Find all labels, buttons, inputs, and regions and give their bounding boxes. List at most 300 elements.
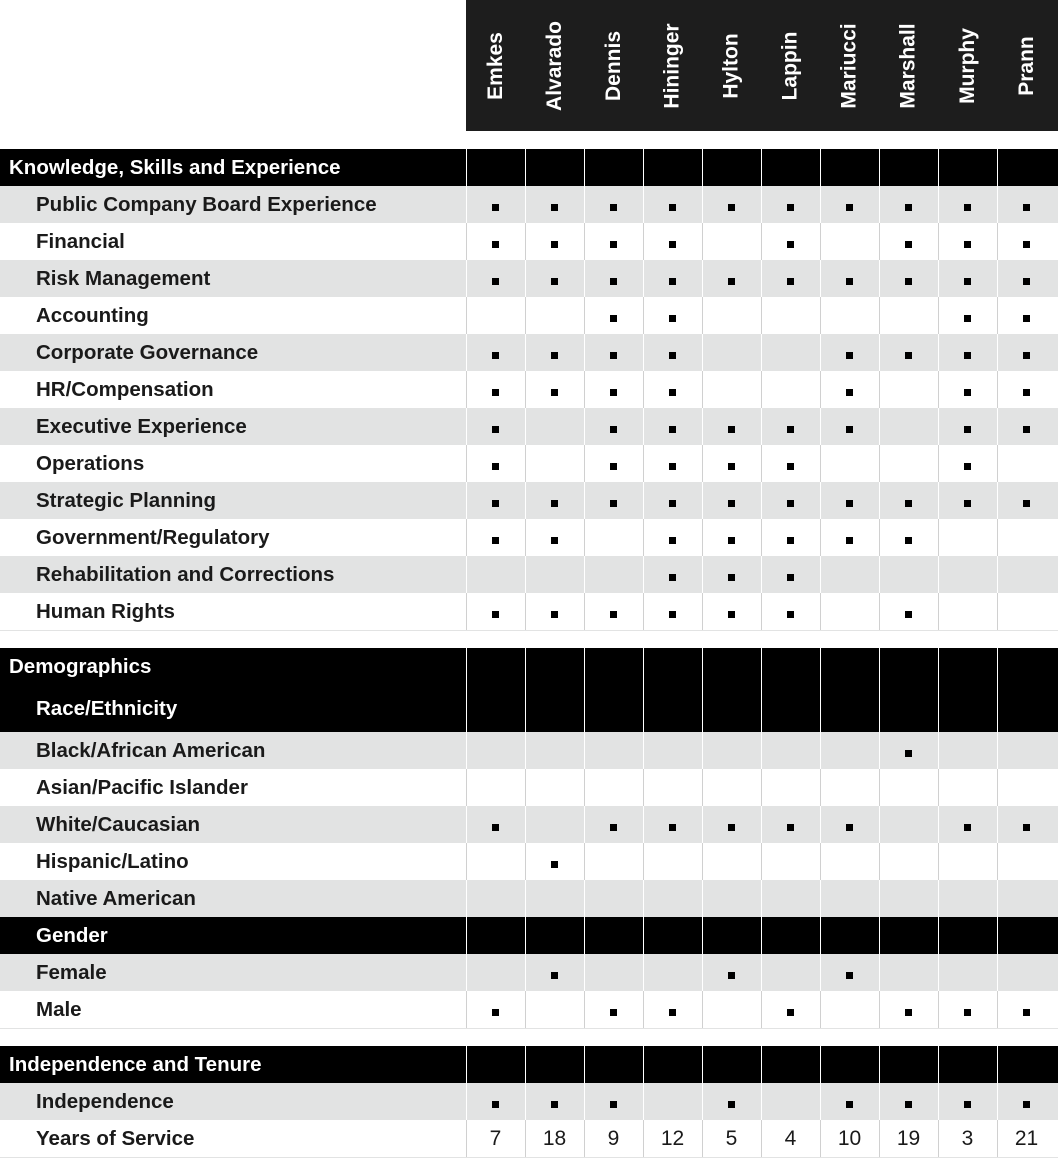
- checkmark-square-icon: [492, 463, 499, 470]
- cell-alvarado: [525, 1120, 583, 1157]
- checkmark-square-icon: [728, 1101, 735, 1108]
- cell-murphy: [938, 917, 996, 954]
- row-label: Government/Regulatory: [36, 525, 270, 549]
- cell-hininger: [643, 1083, 701, 1120]
- checkmark-square-icon: [492, 1009, 499, 1016]
- checkmark-square-icon: [905, 750, 912, 757]
- row-label: Executive Experience: [36, 414, 247, 438]
- row-label: Female: [36, 960, 107, 984]
- cell-emkes: [466, 648, 524, 685]
- row-label: Rehabilitation and Corrections: [36, 562, 335, 586]
- checkmark-square-icon: [905, 537, 912, 544]
- checkmark-square-icon: [610, 352, 617, 359]
- cell-hininger: [643, 408, 701, 445]
- cell-dennis: [584, 685, 642, 732]
- checkmark-square-icon: [728, 463, 735, 470]
- cell-hylton: [702, 843, 760, 880]
- cell-alvarado: [525, 880, 583, 917]
- cell-alvarado: [525, 732, 583, 769]
- cell-hylton: [702, 880, 760, 917]
- cell-alvarado: [525, 1083, 583, 1120]
- years-of-service-value: 21: [1014, 1126, 1039, 1150]
- cell-mariucci: [820, 843, 878, 880]
- cell-dennis: [584, 880, 642, 917]
- checkmark-square-icon: [905, 278, 912, 285]
- row-hr-compensation: [0, 371, 1058, 409]
- cell-mariucci: [820, 1046, 878, 1083]
- section-title: Demographics: [9, 654, 152, 678]
- checkmark-square-icon: [846, 972, 853, 979]
- cell-emkes: [466, 991, 524, 1028]
- checkmark-square-icon: [964, 463, 971, 470]
- cell-dennis: [584, 732, 642, 769]
- cell-murphy: [938, 482, 996, 519]
- cell-hininger: [643, 556, 701, 593]
- row-label: Years of Service: [36, 1126, 195, 1150]
- director-name-label: Mariucci: [837, 22, 861, 109]
- cell-hininger: [643, 991, 701, 1028]
- cell-emkes: [466, 408, 524, 445]
- cell-dennis: [584, 149, 642, 186]
- cell-alvarado: [525, 1046, 583, 1083]
- row-label: Operations: [36, 451, 145, 475]
- cell-mariucci: [820, 732, 878, 769]
- cell-emkes: [466, 1083, 524, 1120]
- director-name-label: Prann: [1014, 35, 1038, 96]
- row-hispanic-latino: [0, 843, 1058, 881]
- checkmark-square-icon: [905, 241, 912, 248]
- director-name-murphy: [938, 0, 997, 131]
- row-label: Accounting: [36, 303, 149, 327]
- checkmark-square-icon: [610, 824, 617, 831]
- director-name-label: Dennis: [601, 30, 625, 101]
- checkmark-square-icon: [610, 426, 617, 433]
- cell-prann: [997, 806, 1055, 843]
- cell-hininger: [643, 260, 701, 297]
- checkmark-square-icon: [1023, 204, 1030, 211]
- cell-dennis: [584, 223, 642, 260]
- checkmark-square-icon: [551, 278, 558, 285]
- checkmark-square-icon: [610, 389, 617, 396]
- checkmark-square-icon: [1023, 241, 1030, 248]
- cell-emkes: [466, 1046, 524, 1083]
- director-name-label: Hininger: [660, 22, 684, 109]
- cell-murphy: [938, 408, 996, 445]
- cell-dennis: [584, 519, 642, 556]
- cell-mariucci: [820, 334, 878, 371]
- subsection-gender: [0, 917, 1058, 954]
- cell-hylton: [702, 1046, 760, 1083]
- cell-alvarado: [525, 954, 583, 991]
- cell-dennis: [584, 408, 642, 445]
- cell-marshall: [879, 685, 937, 732]
- cell-mariucci: [820, 685, 878, 732]
- cell-emkes: [466, 371, 524, 408]
- checkmark-square-icon: [787, 426, 794, 433]
- checkmark-square-icon: [964, 1009, 971, 1016]
- director-name-dennis: [584, 0, 643, 131]
- cell-alvarado: [525, 186, 583, 223]
- checkmark-square-icon: [551, 352, 558, 359]
- cell-prann: [997, 991, 1055, 1028]
- director-name-lappin: [761, 0, 820, 131]
- cell-prann: [997, 519, 1055, 556]
- cell-murphy: [938, 648, 996, 685]
- cell-alvarado: [525, 297, 583, 334]
- checkmark-square-icon: [669, 204, 676, 211]
- row-government-regulatory: [0, 519, 1058, 557]
- row-asian-pacific-islander: [0, 769, 1058, 807]
- checkmark-square-icon: [551, 611, 558, 618]
- checkmark-square-icon: [905, 1101, 912, 1108]
- row-label: Asian/Pacific Islander: [36, 775, 248, 799]
- cell-hininger: [643, 806, 701, 843]
- cell-marshall: [879, 917, 937, 954]
- cell-hylton: [702, 1120, 760, 1157]
- cell-prann: [997, 648, 1055, 685]
- cell-murphy: [938, 880, 996, 917]
- checkmark-square-icon: [964, 241, 971, 248]
- cell-prann: [997, 1083, 1055, 1120]
- cell-emkes: [466, 445, 524, 482]
- row-label: Human Rights: [36, 599, 175, 623]
- cell-hininger: [643, 1046, 701, 1083]
- checkmark-square-icon: [728, 972, 735, 979]
- cell-alvarado: [525, 685, 583, 732]
- cell-marshall: [879, 297, 937, 334]
- cell-dennis: [584, 954, 642, 991]
- director-name-label: Murphy: [955, 27, 979, 104]
- checkmark-square-icon: [669, 1009, 676, 1016]
- cell-hylton: [702, 297, 760, 334]
- cell-marshall: [879, 519, 937, 556]
- cell-prann: [997, 1046, 1055, 1083]
- checkmark-square-icon: [846, 352, 853, 359]
- row-label: Male: [36, 997, 82, 1021]
- row-label: Native American: [36, 886, 196, 910]
- cell-lappin: [761, 593, 819, 630]
- checkmark-square-icon: [846, 537, 853, 544]
- row-label: Hispanic/Latino: [36, 849, 189, 873]
- years-of-service-value: 18: [542, 1126, 567, 1150]
- checkmark-square-icon: [846, 1101, 853, 1108]
- cell-alvarado: [525, 843, 583, 880]
- checkmark-square-icon: [905, 204, 912, 211]
- cell-murphy: [938, 593, 996, 630]
- checkmark-square-icon: [964, 1101, 971, 1108]
- cell-alvarado: [525, 149, 583, 186]
- director-name-label: Lappin: [778, 31, 802, 100]
- cell-mariucci: [820, 769, 878, 806]
- checkmark-square-icon: [492, 824, 499, 831]
- row-executive-experience: [0, 408, 1058, 446]
- director-name-mariucci: [820, 0, 879, 131]
- cell-mariucci: [820, 186, 878, 223]
- cell-prann: [997, 1120, 1055, 1157]
- cell-lappin: [761, 149, 819, 186]
- cell-marshall: [879, 593, 937, 630]
- checkmark-square-icon: [787, 824, 794, 831]
- cell-murphy: [938, 445, 996, 482]
- cell-mariucci: [820, 593, 878, 630]
- cell-hininger: [643, 954, 701, 991]
- subsection-title: Gender: [36, 923, 108, 947]
- cell-alvarado: [525, 593, 583, 630]
- cell-marshall: [879, 954, 937, 991]
- years-of-service-value: 5: [725, 1126, 738, 1150]
- checkmark-square-icon: [1023, 426, 1030, 433]
- director-name-alvarado: [525, 0, 584, 131]
- cell-marshall: [879, 732, 937, 769]
- cell-prann: [997, 685, 1055, 732]
- checkmark-square-icon: [492, 1101, 499, 1108]
- checkmark-square-icon: [1023, 1009, 1030, 1016]
- section-title: Knowledge, Skills and Experience: [9, 155, 341, 179]
- cell-mariucci: [820, 408, 878, 445]
- checkmark-square-icon: [551, 500, 558, 507]
- cell-lappin: [761, 519, 819, 556]
- checkmark-square-icon: [964, 352, 971, 359]
- cell-dennis: [584, 297, 642, 334]
- checkmark-square-icon: [964, 315, 971, 322]
- cell-mariucci: [820, 371, 878, 408]
- cell-alvarado: [525, 519, 583, 556]
- cell-lappin: [761, 880, 819, 917]
- cell-emkes: [466, 843, 524, 880]
- director-name-marshall: [879, 0, 938, 131]
- cell-prann: [997, 732, 1055, 769]
- cell-alvarado: [525, 991, 583, 1028]
- cell-dennis: [584, 445, 642, 482]
- cell-prann: [997, 408, 1055, 445]
- checkmark-square-icon: [964, 824, 971, 831]
- row-accounting: [0, 297, 1058, 335]
- cell-marshall: [879, 223, 937, 260]
- checkmark-square-icon: [1023, 500, 1030, 507]
- cell-dennis: [584, 806, 642, 843]
- cell-hylton: [702, 954, 760, 991]
- cell-emkes: [466, 917, 524, 954]
- cell-murphy: [938, 732, 996, 769]
- cell-emkes: [466, 482, 524, 519]
- checkmark-square-icon: [964, 278, 971, 285]
- checkmark-square-icon: [728, 204, 735, 211]
- director-name-label: Alvarado: [542, 20, 566, 111]
- cell-prann: [997, 334, 1055, 371]
- cell-marshall: [879, 843, 937, 880]
- row-public-company-board-experience: [0, 186, 1058, 224]
- cell-hininger: [643, 149, 701, 186]
- cell-alvarado: [525, 371, 583, 408]
- checkmark-square-icon: [492, 204, 499, 211]
- cell-hininger: [643, 371, 701, 408]
- cell-mariucci: [820, 880, 878, 917]
- checkmark-square-icon: [669, 426, 676, 433]
- checkmark-square-icon: [787, 500, 794, 507]
- checkmark-square-icon: [787, 537, 794, 544]
- cell-lappin: [761, 297, 819, 334]
- cell-hininger: [643, 445, 701, 482]
- cell-hylton: [702, 445, 760, 482]
- checkmark-square-icon: [787, 574, 794, 581]
- cell-lappin: [761, 482, 819, 519]
- row-corporate-governance: [0, 334, 1058, 372]
- cell-marshall: [879, 1083, 937, 1120]
- checkmark-square-icon: [551, 1101, 558, 1108]
- cell-marshall: [879, 186, 937, 223]
- checkmark-square-icon: [492, 278, 499, 285]
- years-of-service-value: 10: [837, 1126, 862, 1150]
- cell-hininger: [643, 297, 701, 334]
- cell-marshall: [879, 1120, 937, 1157]
- cell-lappin: [761, 732, 819, 769]
- cell-mariucci: [820, 445, 878, 482]
- cell-hylton: [702, 186, 760, 223]
- cell-marshall: [879, 334, 937, 371]
- checkmark-square-icon: [905, 352, 912, 359]
- checkmark-square-icon: [669, 352, 676, 359]
- cell-marshall: [879, 806, 937, 843]
- cell-prann: [997, 954, 1055, 991]
- cell-murphy: [938, 954, 996, 991]
- checkmark-square-icon: [669, 463, 676, 470]
- row-black-african-american: [0, 732, 1058, 770]
- director-name-hylton: [702, 0, 761, 131]
- checkmark-square-icon: [787, 611, 794, 618]
- cell-alvarado: [525, 260, 583, 297]
- checkmark-square-icon: [610, 1101, 617, 1108]
- cell-emkes: [466, 260, 524, 297]
- cell-prann: [997, 482, 1055, 519]
- cell-marshall: [879, 556, 937, 593]
- subsection-race-ethnicity: [0, 685, 1058, 732]
- checkmark-square-icon: [492, 389, 499, 396]
- checkmark-square-icon: [1023, 824, 1030, 831]
- cell-marshall: [879, 149, 937, 186]
- row-label: HR/Compensation: [36, 377, 214, 401]
- checkmark-square-icon: [964, 426, 971, 433]
- checkmark-square-icon: [846, 824, 853, 831]
- cell-hylton: [702, 732, 760, 769]
- cell-murphy: [938, 991, 996, 1028]
- cell-lappin: [761, 1083, 819, 1120]
- checkmark-square-icon: [610, 611, 617, 618]
- cell-hylton: [702, 334, 760, 371]
- cell-lappin: [761, 186, 819, 223]
- director-name-label: Emkes: [483, 31, 507, 100]
- cell-marshall: [879, 445, 937, 482]
- years-of-service-value: 19: [896, 1126, 921, 1150]
- cell-hylton: [702, 917, 760, 954]
- section-knowledge-skills-and-experience: [0, 149, 1058, 186]
- checkmark-square-icon: [964, 500, 971, 507]
- cell-marshall: [879, 880, 937, 917]
- checkmark-square-icon: [964, 389, 971, 396]
- cell-mariucci: [820, 519, 878, 556]
- checkmark-square-icon: [669, 611, 676, 618]
- cell-lappin: [761, 648, 819, 685]
- cell-hylton: [702, 223, 760, 260]
- cell-mariucci: [820, 954, 878, 991]
- row-financial: [0, 223, 1058, 261]
- cell-alvarado: [525, 806, 583, 843]
- row-label: Risk Management: [36, 266, 211, 290]
- cell-mariucci: [820, 917, 878, 954]
- cell-hylton: [702, 991, 760, 1028]
- row-label: White/Caucasian: [36, 812, 201, 836]
- checkmark-square-icon: [846, 389, 853, 396]
- checkmark-square-icon: [728, 537, 735, 544]
- checkmark-square-icon: [492, 241, 499, 248]
- cell-hininger: [643, 648, 701, 685]
- cell-hininger: [643, 843, 701, 880]
- cell-lappin: [761, 843, 819, 880]
- cell-murphy: [938, 685, 996, 732]
- cell-dennis: [584, 371, 642, 408]
- cell-murphy: [938, 186, 996, 223]
- checkmark-square-icon: [728, 426, 735, 433]
- cell-murphy: [938, 1120, 996, 1157]
- cell-prann: [997, 769, 1055, 806]
- cell-hylton: [702, 556, 760, 593]
- cell-marshall: [879, 260, 937, 297]
- cell-hylton: [702, 593, 760, 630]
- checkmark-square-icon: [728, 824, 735, 831]
- checkmark-square-icon: [1023, 389, 1030, 396]
- cell-prann: [997, 445, 1055, 482]
- years-of-service-value: 4: [784, 1126, 797, 1150]
- row-independence: [0, 1083, 1058, 1121]
- cell-lappin: [761, 223, 819, 260]
- checkmark-square-icon: [964, 204, 971, 211]
- years-of-service-value: 12: [660, 1126, 685, 1150]
- checkmark-square-icon: [610, 241, 617, 248]
- cell-murphy: [938, 223, 996, 260]
- cell-hininger: [643, 917, 701, 954]
- cell-dennis: [584, 1120, 642, 1157]
- checkmark-square-icon: [610, 204, 617, 211]
- cell-emkes: [466, 334, 524, 371]
- cell-emkes: [466, 732, 524, 769]
- cell-mariucci: [820, 482, 878, 519]
- row-label: Corporate Governance: [36, 340, 259, 364]
- cell-emkes: [466, 223, 524, 260]
- cell-prann: [997, 917, 1055, 954]
- checkmark-square-icon: [492, 500, 499, 507]
- cell-mariucci: [820, 806, 878, 843]
- cell-murphy: [938, 769, 996, 806]
- cell-lappin: [761, 917, 819, 954]
- cell-hininger: [643, 223, 701, 260]
- cell-murphy: [938, 297, 996, 334]
- cell-alvarado: [525, 482, 583, 519]
- cell-alvarado: [525, 648, 583, 685]
- cell-murphy: [938, 334, 996, 371]
- cell-emkes: [466, 186, 524, 223]
- cell-dennis: [584, 1083, 642, 1120]
- director-name-hininger: [643, 0, 702, 131]
- cell-emkes: [466, 954, 524, 991]
- cell-hininger: [643, 482, 701, 519]
- cell-murphy: [938, 519, 996, 556]
- cell-lappin: [761, 685, 819, 732]
- cell-alvarado: [525, 223, 583, 260]
- checkmark-square-icon: [551, 204, 558, 211]
- cell-prann: [997, 593, 1055, 630]
- cell-lappin: [761, 260, 819, 297]
- section-title: Independence and Tenure: [9, 1052, 262, 1076]
- director-name-label: Hylton: [719, 32, 743, 99]
